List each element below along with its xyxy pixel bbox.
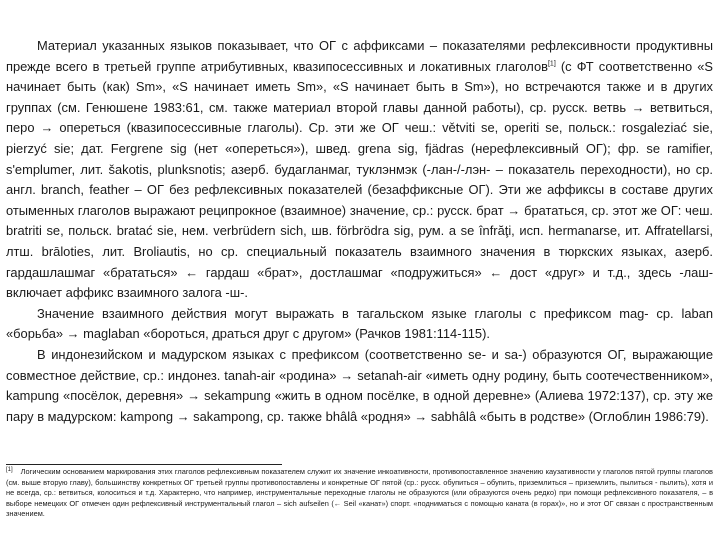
paragraph-1 xyxy=(6,36,713,304)
paragraph-1-text-before-ref: Материал указанных языков показывает, что ОГ с аффиксами – показателями рефлексивности продуктивны прежде всего в третьей группе атрибутивных, квазипосессивных и локативных глаголов xyxy=(6,38,713,74)
paragraph-2: Значение взаимного действия могут выражать в тагальском языке глаголы с префиксом mag- ср. laban «борьба» → maglaban «бороться, драться друг с другом» (Рачков 1981:114-115). xyxy=(6,305,713,342)
footnote-reference-link[interactable]: [1] xyxy=(547,60,556,68)
footnote-separator xyxy=(6,464,282,465)
paragraph-3: В индонезийском и мадурском языках с префиксом (соответственно se- и sa-) образуются ОГ, выражающие совместное действие, ср.: индонез. tanah-air «родина» → setanah-air «иметь одну родину, быть соотечественником», kampung «посёлок, деревня» → sekampung «жить в одном посёлке, в одной деревне» (Алиева 1972:137), ср. эту же пару в мадурском: kampong → sakampong, ср. также bhâlâ «родня» → sabhâlâ «быть в родстве» (Оглоблин 1986:79). xyxy=(6,346,713,424)
footnote xyxy=(6,467,713,520)
footnote-text: Логическим основанием маркирования этих глаголов рефлексивным показателем служит их значение инкоативности, противопоставленное значению каузативности у глаголов пятой группы глаголов (см. выше вторую главу), большинству конкретных ОГ третьей группы противопоставлены и конкретные ОГ пятой (ср.: русск. обупиться – обупить, приземлиться – приземлить, пылиться - пылить), хотя и не всегда, ср.: ветвиться, колоситься и т.д. Характерно, что например, инструментальные переходные глаголы не образуются (или образуются очень редко) при помощи рефлексивного показателя, – в выборе немецких ОГ отмечен один рефлексивный инструментальный глагол – sich aufseilen (← Seil «канат») спорт. «подниматься с помощью каната (в горах)», но и этот ОГ связан с пространственным значением. xyxy=(6,467,713,519)
footnote-mark: [1] xyxy=(6,466,13,473)
paragraph-1-text-after-ref: (с ФТ соответственно «S начинает быть (как) Sm», «S начинает иметь Sm», «S начинает быть в Sm»), но встречаются также и в других группах (см. Генюшене 1983:61, см. также материал второй главы данной работы), ср. русск. ветвь → ветвиться, перо → опереться (квазипосессивные глаголы). Ср. эти же ОГ чеш.: větviti se, operiti se, польск.: rosgaleziać sie, pierzyć sie; дат. Fergrene sig (нет «опереться»), швед. grena sig, fjädras (нерефлексивный ОГ); фр. se ramifier, s'emplumer, лит. šakotis, plunksnotis; азерб. будагланмаг, туклэнмэк (-лан-/-лэн- – показатель переходности), но ср. англ. branch, feather – ОГ без рефлексивных показателей (безаффиксные ОГ). Эти же аффиксы в составе других отыменных глаголов выражают реципрокное (взаимное) значение, ср.: русск. брат → брататься, ср. этот же ОГ: чеш. bratriti se, польск. bratać sie, нем. verbrüdern sich, шв. förbrödra sig, рум. a se înfrăţi, исп. hermanarse, ит. Affratellarsi, лтш. brāloties, лит. Broliautis, но ср. специальный показатель взаимного значения в тюркских языках, азерб. гардашлашмаг «брататься» ← гардаш «брат», достлашмаг «подружиться» ← дост «друг» и т.д., здесь -лаш- включает аффикс взаимного залога -ш-. xyxy=(6,58,713,301)
main-text xyxy=(6,36,713,427)
